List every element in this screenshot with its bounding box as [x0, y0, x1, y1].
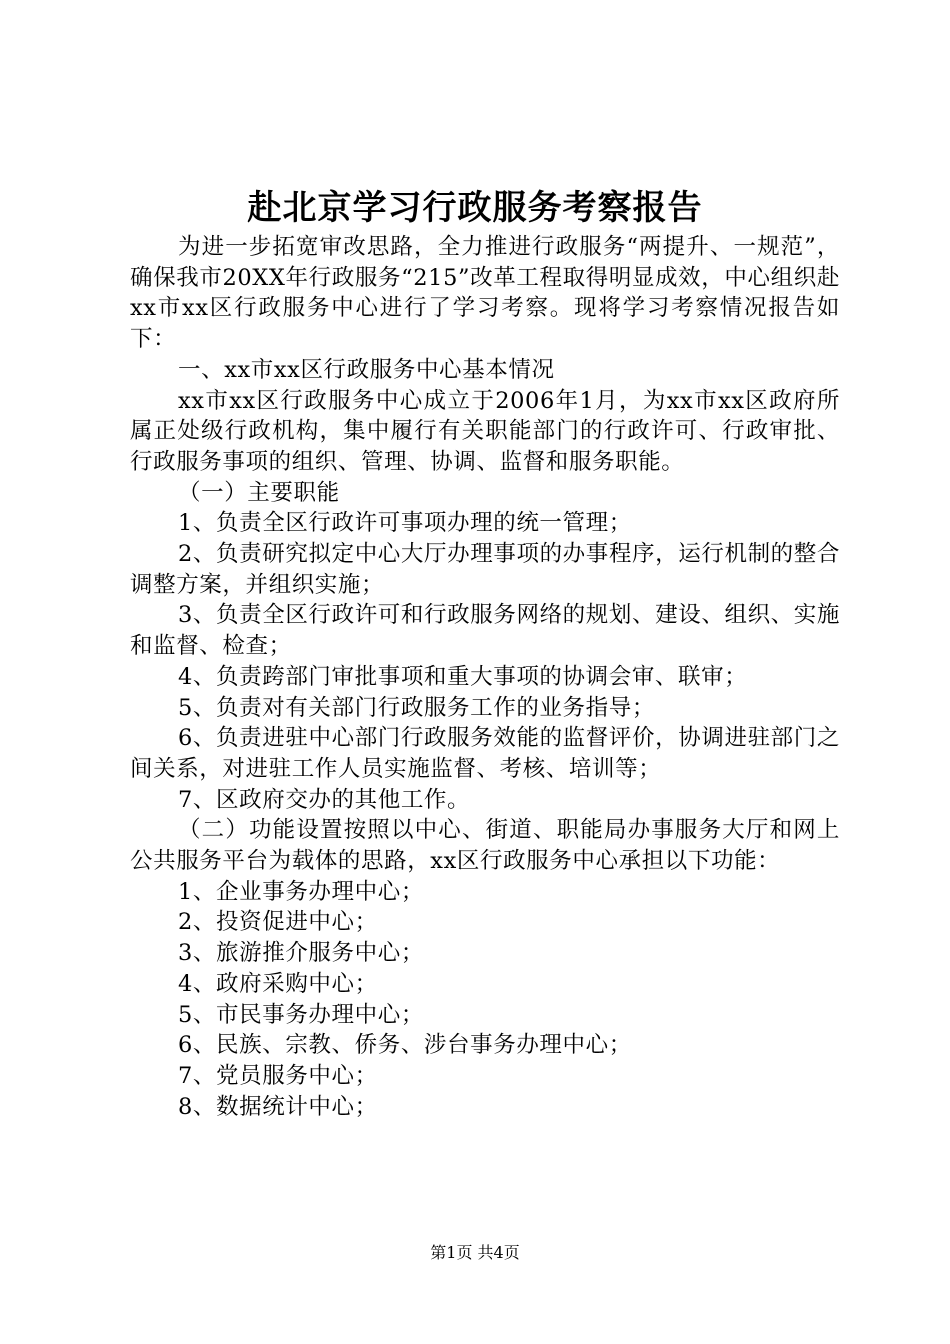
duty-item-3: 3、负责全区行政许可和行政服务网络的规划、建设、组织、实施和监督、检查；: [130, 602, 840, 660]
intro-paragraph: 为进一步拓宽审改思路，全力推进行政服务“两提升、一规范”，确保我市20XX年行政服务“215”改革工程取得明显成效，中心组织赴xx市xx区行政服务中心进行了学习考察。现将学习考察情况报告如下：: [130, 234, 840, 353]
document-title: 赴北京学习行政服务考察报告: [247, 188, 703, 228]
duty-item-6: 6、负责进驻中心部门行政服务效能的监督评价，协调进驻部门之间关系，对进驻工作人员实施监督、考核、培训等；: [130, 725, 840, 782]
function-item-1: 1、企业事务办理中心；: [178, 878, 424, 905]
function-item-3: 3、旅游推介服务中心；: [178, 940, 424, 967]
subsection-heading-2: （二）功能设置按照以中心、街道、职能局办事服务大厅和网上公共服务平台为载体的思路，xx区行政服务中心承担以下功能：: [130, 817, 840, 875]
duty-item-1: 1、负责全区行政许可事项办理的统一管理；: [178, 510, 632, 537]
duty-item-4: 4、负责跨部门审批事项和重大事项的协调会审、联审；: [178, 663, 748, 690]
duty-item-5: 5、负责对有关部门行政服务工作的业务指导；: [178, 694, 655, 721]
function-item-5: 5、市民事务办理中心；: [178, 1001, 424, 1028]
duty-item-7: 7、区政府交办的其他工作。: [178, 786, 471, 813]
section-heading-1: 一、xx市xx区行政服务中心基本情况: [178, 356, 555, 383]
document-body: [130, 232, 840, 1122]
subsection-heading-1: （一）主要职能: [178, 479, 340, 506]
function-item-7: 7、党员服务中心；: [178, 1062, 378, 1089]
basic-info-paragraph: xx市xx区行政服务中心成立于2006年1月，为xx市xx区政府所属正处级行政机构，集中履行有关职能部门的行政许可、行政审批、行政服务事项的组织、管理、协调、监督和服务职能。: [130, 387, 840, 475]
function-item-8: 8、数据统计中心；: [178, 1093, 378, 1120]
page-footer: 第1页 共4页: [430, 1243, 520, 1262]
function-item-6: 6、民族、宗教、侨务、涉台事务办理中心；: [178, 1032, 632, 1059]
function-item-4: 4、政府采购中心；: [178, 970, 378, 997]
duty-item-2: 2、负责研究拟定中心大厅办理事项的办事程序，运行机制的整合调整方案，并组织实施；: [130, 541, 840, 598]
function-item-2: 2、投资促进中心；: [178, 909, 378, 936]
